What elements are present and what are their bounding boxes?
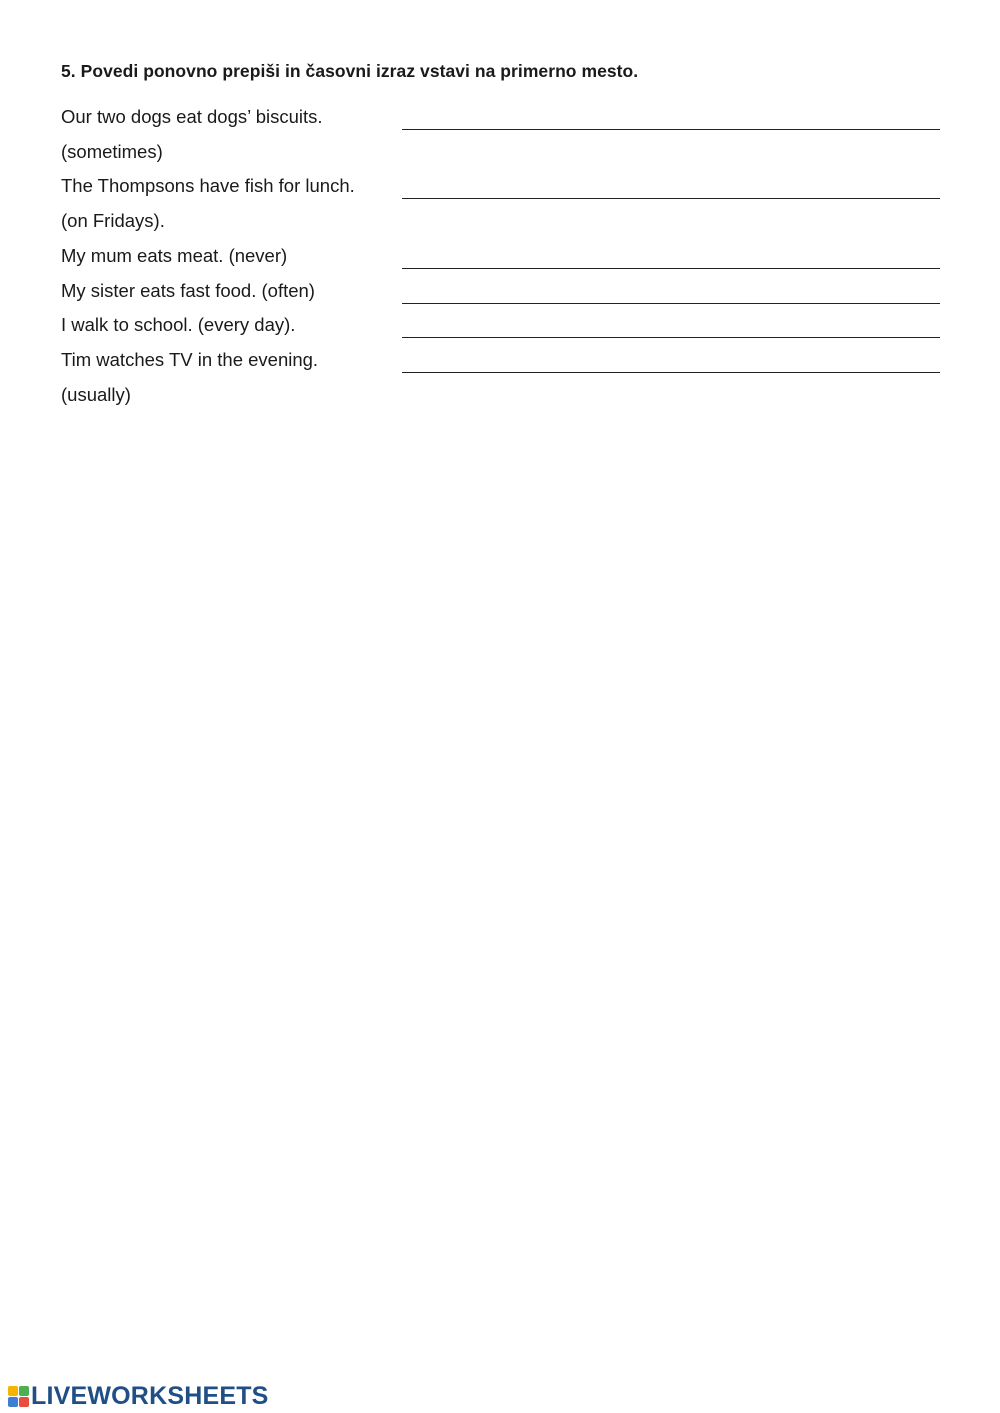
liveworksheets-logo[interactable] <box>8 1383 269 1409</box>
logo-grid-icon <box>8 1386 29 1407</box>
sentence-5: I walk to school. (every day). <box>61 314 296 335</box>
sentence-1: Our two dogs eat dogs’ biscuits. <box>61 106 323 127</box>
answer-field-4[interactable] <box>402 282 940 304</box>
task-title: 5. Povedi ponovno prepiši in časovni izraz vstavi na primerno mesto. <box>61 61 639 81</box>
answer-field-6[interactable] <box>402 351 940 373</box>
answer-field-3[interactable] <box>402 247 940 269</box>
sentence-3: My mum eats meat. (never) <box>61 245 288 266</box>
logo-square-3 <box>8 1397 18 1407</box>
answer-field-1[interactable] <box>402 108 940 130</box>
sentence-4: My sister eats fast food. (often) <box>61 280 315 301</box>
hint-1: (sometimes) <box>61 141 163 162</box>
hint-2: (on Fridays). <box>61 210 165 231</box>
sentence-6: Tim watches TV in the evening. <box>61 349 319 370</box>
logo-square-2 <box>19 1386 29 1396</box>
brand-name: LIVEWORKSHEETS <box>31 1381 269 1410</box>
hint-6: (usually) <box>61 384 131 405</box>
sentence-2: The Thompsons have fish for lunch. <box>61 175 355 196</box>
answer-field-5[interactable] <box>402 316 940 338</box>
answer-field-2[interactable] <box>402 177 940 199</box>
logo-square-4 <box>19 1397 29 1407</box>
logo-square-1 <box>8 1386 18 1396</box>
